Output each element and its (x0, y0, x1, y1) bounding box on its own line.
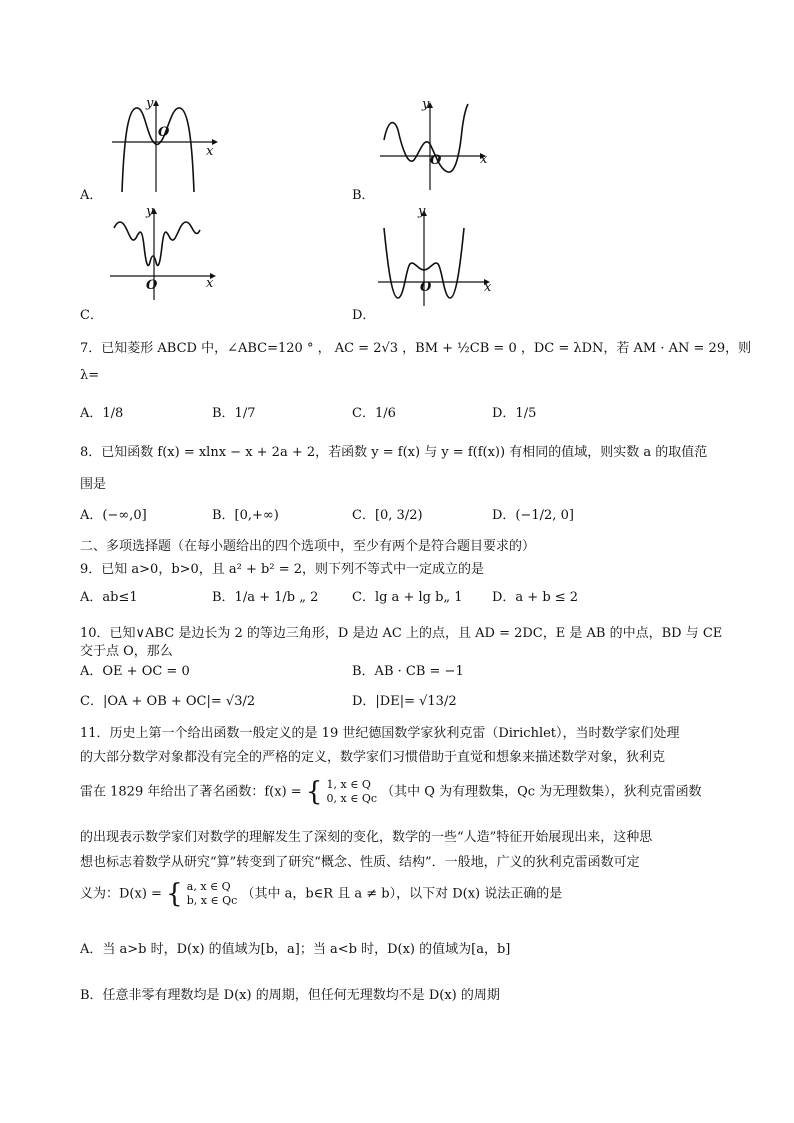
question-9-option-d: D．a + b ≤ 2 (492, 590, 579, 605)
axis-x-label: x (206, 276, 214, 291)
question-7-text: 7．已知菱形 ABCD 中，∠ABC=120 ° ， AC = 2√3 ，BM + ½CB = 0 ，DC = λDN，若 AM · AN = 29，则 (80, 341, 752, 356)
general-dirichlet-desc: （其中 a，b∈R 且 a ≠ b），以下对 D(x) 说法正确的是 (241, 886, 563, 902)
question-11-option-a: A．当 a>b 时，D(x) 的值域为[b，a]；当 a<b 时，D(x) 的值域为[a，b] (80, 942, 511, 957)
option-label-d: D． (352, 308, 376, 323)
axis-x-label: x (206, 144, 214, 159)
question-10-option-a: A．OE + OC = 0 (80, 664, 190, 679)
question-9-option-c: C．lg a + lg b„ 1 (352, 590, 463, 605)
origin-label: O (146, 278, 158, 293)
dirichlet-function-desc: （其中 Q 为有理数集，Qc 为无理数集），狄利克雷函数 (381, 784, 702, 800)
question-11-option-b: B．任意非零有理数均是 D(x) 的周期，但任何无理数均不是 D(x) 的周期 (80, 988, 500, 1003)
general-dirichlet-lead: 义为：D(x) = (80, 886, 162, 902)
option-label-b: B． (352, 188, 375, 203)
question-7-option-d: D．1/5 (492, 406, 537, 421)
origin-label: O (158, 125, 170, 140)
question-11-line-3 (80, 778, 702, 806)
graph-d (378, 208, 494, 308)
question-11-line-1: 11．历史上第一个给出函数一般定义的是 19 世纪德国数学家狄利克雷（Dirichlet），当时数学家们处理 (80, 726, 680, 741)
question-10-option-b: B．AB · CB = −1 (352, 664, 464, 679)
question-11-line-2: 的大部分数学对象都没有完全的严格的定义，数学家们习惯借助于直觉和想象来描述数学对象，狄利克 (80, 750, 666, 765)
brace: { (166, 879, 183, 909)
question-8-option-d: D．(−1/2, 0] (492, 508, 574, 523)
dirichlet-cases (327, 778, 378, 806)
question-10-option-d: D．|DE|= √13/2 (352, 694, 457, 709)
question-8-text: 8．已知函数 f(x) = xlnx − x + 2a + 2，若函数 y = f(x) 与 y = f(f(x)) 有相同的值域，则实数 a 的取值范 (80, 445, 708, 460)
question-11-line-6 (80, 880, 562, 908)
axis-x-label: x (480, 152, 488, 167)
case-irrational: b, x ∈ Qc (186, 894, 238, 907)
axis-y-label: y (418, 204, 426, 219)
case-irrational: 0, x ∈ Qc (326, 792, 378, 805)
section-2-heading: 二、多项选择题（在每小题给出的四个选项中，至少有两个是符合题目要求的） (80, 539, 536, 554)
question-11-line-5: 想也标志着数学从研究“算”转变到了研究“概念、性质、结构”．一般地，广义的狄利克雷函数可定 (80, 855, 640, 870)
question-7-option-b: B．1/7 (212, 406, 256, 421)
question-8-option-c: C．[0, 3/2) (352, 508, 423, 523)
axis-x-label: x (484, 280, 492, 295)
question-10-option-c: C．|OA + OB + OC|= √3/2 (80, 694, 256, 709)
axis-y-label: y (146, 96, 154, 111)
origin-label: O (430, 153, 442, 168)
general-dirichlet-cases (187, 880, 238, 908)
question-10-text-tail: 交于点 O，那么 (80, 644, 173, 659)
graph-b (380, 100, 490, 192)
question-11-line-4: 的出现表示数学家们对数学的理解发生了深刻的变化，数学的一些“人造”特征开始展现出来，这种思 (80, 830, 653, 845)
brace: { (305, 777, 323, 807)
question-10-text: 10．已知∨ABC 是边长为 2 的等边三角形，D 是边 AC 上的点，且 AD = 2DC，E 是 AB 的中点，BD 与 CE (80, 626, 723, 641)
question-8-option-b: B．[0,+∞) (212, 508, 279, 523)
question-7-text-tail: λ= (80, 368, 100, 383)
option-label-c: C． (80, 308, 103, 323)
dirichlet-function-lead: 雷在 1829 年给出了著名函数：f(x) = (80, 784, 302, 800)
question-8-text-tail: 围是 (80, 477, 107, 492)
question-9-option-b: B．1/a + 1/b „ 2 (212, 590, 319, 605)
question-9-option-a: A．ab≤1 (80, 590, 138, 605)
question-8-option-a: A．(−∞,0] (80, 508, 147, 523)
question-7-option-c: C．1/6 (352, 406, 396, 421)
axis-y-label: y (146, 204, 154, 219)
question-7-option-a: A．1/8 (80, 406, 124, 421)
axis-y-label: y (422, 97, 430, 112)
case-rational: a, x ∈ Q (186, 880, 231, 893)
origin-label: O (420, 280, 432, 295)
case-rational: 1, x ∈ Q (326, 778, 371, 791)
question-9-text: 9．已知 a>0，b>0，且 a² + b² = 2，则下列不等式中一定成立的是 (80, 562, 485, 577)
option-label-a: A． (80, 188, 103, 203)
